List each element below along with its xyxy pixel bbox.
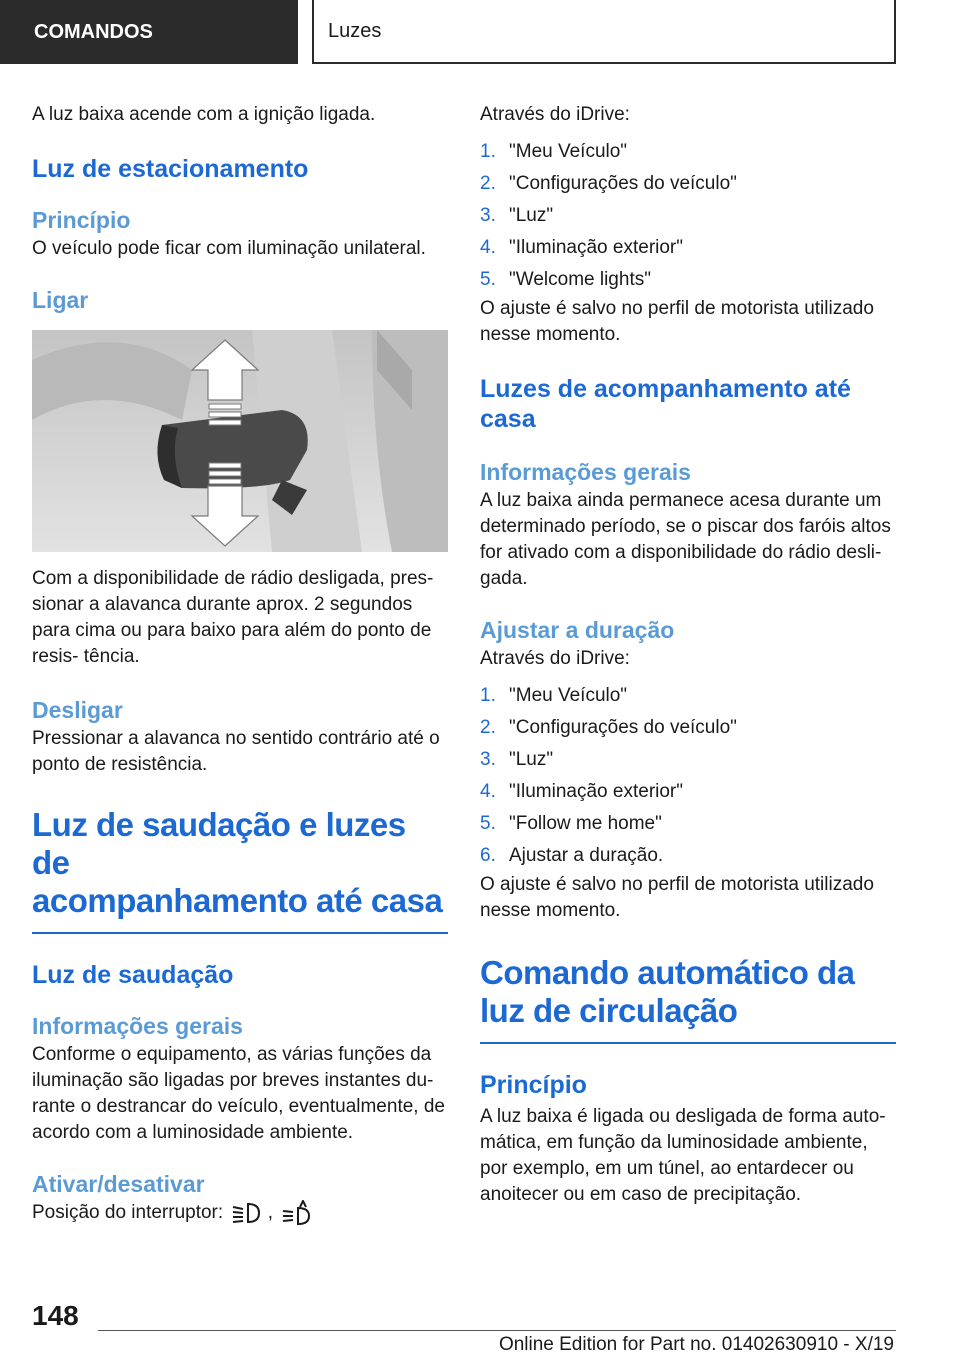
- idrive-intro-1: Através do iDrive:: [480, 104, 630, 125]
- duration-heading: Ajustar a duração: [480, 617, 675, 643]
- page-number: 148: [32, 1300, 79, 1331]
- list-item: [480, 744, 896, 776]
- saved-note-2: O ajuste é salvo no perfil de motorista utilizado nesse momento.: [480, 874, 874, 921]
- auto-principle-text: A luz baixa é ligada ou desligada de forma auto- mática, em função da luminosidade ambiente, por exemplo, em um túnel, ao entardecer ou anoitecer ou em caso de precipitação.: [480, 1106, 886, 1205]
- follow-info-heading: Informações gerais: [480, 459, 691, 485]
- right-column: [480, 102, 896, 1208]
- list-item: [480, 264, 896, 296]
- step-number: 2.: [480, 717, 496, 738]
- list-item: [480, 712, 896, 744]
- idrive-intro-2: Através do iDrive:: [480, 648, 630, 669]
- topic-label: Luzes: [328, 19, 382, 42]
- parking-principle-heading: Princípio: [32, 207, 131, 233]
- list-item: [480, 200, 896, 232]
- auto-headlight-icon: [278, 1200, 312, 1226]
- list-item: [480, 840, 896, 872]
- chapter-heading-line2: acompanhamento até casa: [32, 882, 443, 919]
- welcome-info-heading: Informações gerais: [32, 1013, 243, 1039]
- step-number: 3.: [480, 205, 496, 226]
- step-number: 1.: [480, 141, 496, 162]
- list-item: [480, 168, 896, 200]
- welcome-info-text: Conforme o equipamento, as várias funções da iluminação são ligadas por breves instantes du- rante o destrancar do veículo, eventualmente, de acordo com a luminosidade ambiente.: [32, 1044, 445, 1143]
- step-text: "Configurações do veículo": [509, 717, 737, 738]
- list-item: [480, 680, 896, 712]
- step-text: "Iluminação exterior": [509, 237, 684, 258]
- chapter-divider: [32, 932, 448, 934]
- welcome-toggle-heading: Ativar/desativar: [32, 1171, 205, 1197]
- section-tab: [0, 0, 298, 64]
- stalk-figure: [32, 330, 448, 552]
- step-text: "Iluminação exterior": [509, 781, 684, 802]
- parking-light-heading: Luz de estacionamento: [32, 155, 309, 183]
- step-number: 3.: [480, 749, 496, 770]
- step-text: "Follow me home": [509, 813, 662, 834]
- step-number: 6.: [480, 845, 496, 866]
- step-text: "Luz": [509, 205, 554, 226]
- step-text: "Luz": [509, 749, 554, 770]
- footer-divider: [98, 1330, 896, 1331]
- icon-separator: ,: [267, 1202, 274, 1224]
- chapter-heading-line1: Luz de saudação e luzes de: [32, 806, 406, 881]
- step-text: "Configurações do veículo": [509, 173, 737, 194]
- step-text: "Welcome lights": [509, 269, 651, 290]
- section-label: COMANDOS: [34, 20, 153, 43]
- edition-note: Online Edition for Part no. 01402630910 - X/19: [498, 1334, 894, 1355]
- step-number: 2.: [480, 173, 496, 194]
- chapter-heading-line2: luz de circulação: [480, 992, 738, 1029]
- list-item: [480, 232, 896, 264]
- step-number: 5.: [480, 813, 496, 834]
- low-beam-icon: [228, 1200, 262, 1226]
- saved-note-1: O ajuste é salvo no perfil de motorista utilizado nesse momento.: [480, 298, 874, 345]
- topic-header: [312, 0, 896, 64]
- chapter-heading-welcome: [32, 806, 448, 920]
- step-text: Ajustar a duração.: [509, 845, 664, 866]
- auto-principle-heading: Princípio: [480, 1071, 587, 1099]
- step-text: "Meu Veículo": [509, 685, 628, 706]
- list-item: [480, 808, 896, 840]
- parking-off-text: Pressionar a alavanca no sentido contrário até o ponto de resistência.: [32, 728, 440, 775]
- follow-info-text: A luz baixa ainda permanece acesa durante um determinado período, se o piscar dos faróis altos for ativado com a disponibilidade do rádio desli- gada.: [480, 490, 891, 589]
- switch-position-text: Posição do interruptor:: [32, 1202, 224, 1224]
- step-number: 5.: [480, 269, 496, 290]
- welcome-light-heading: Luz de saudação: [32, 961, 234, 989]
- parking-off-heading: Desligar: [32, 697, 123, 723]
- step-number: 1.: [480, 685, 496, 706]
- parking-on-text: Com a disponibilidade de rádio desligada, pres- sionar a alavanca durante aprox. 2 segundos para cima ou para baixo para além do ponto de resis- tência.: [32, 568, 434, 667]
- chapter-divider: [480, 1042, 896, 1044]
- chapter-heading-line1: Comando automático da: [480, 954, 855, 991]
- chapter-heading-auto: [480, 954, 896, 1030]
- list-item: [480, 136, 896, 168]
- follow-me-home-heading: Luzes de acompanhamento até casa: [480, 375, 851, 433]
- step-number: 4.: [480, 237, 496, 258]
- left-column: [32, 102, 448, 1226]
- step-number: 4.: [480, 781, 496, 802]
- switch-position-line: [32, 1200, 448, 1226]
- list-item: [480, 776, 896, 808]
- parking-principle-text: O veículo pode ficar com iluminação unilateral.: [32, 238, 426, 259]
- intro-text: A luz baixa acende com a ignição ligada.: [32, 104, 376, 125]
- welcome-idrive-steps: [480, 136, 896, 296]
- duration-idrive-steps: [480, 680, 896, 872]
- turn-signal-stalk-illustration: [32, 330, 448, 552]
- step-text: "Meu Veículo": [509, 141, 628, 162]
- parking-on-heading: Ligar: [32, 287, 89, 313]
